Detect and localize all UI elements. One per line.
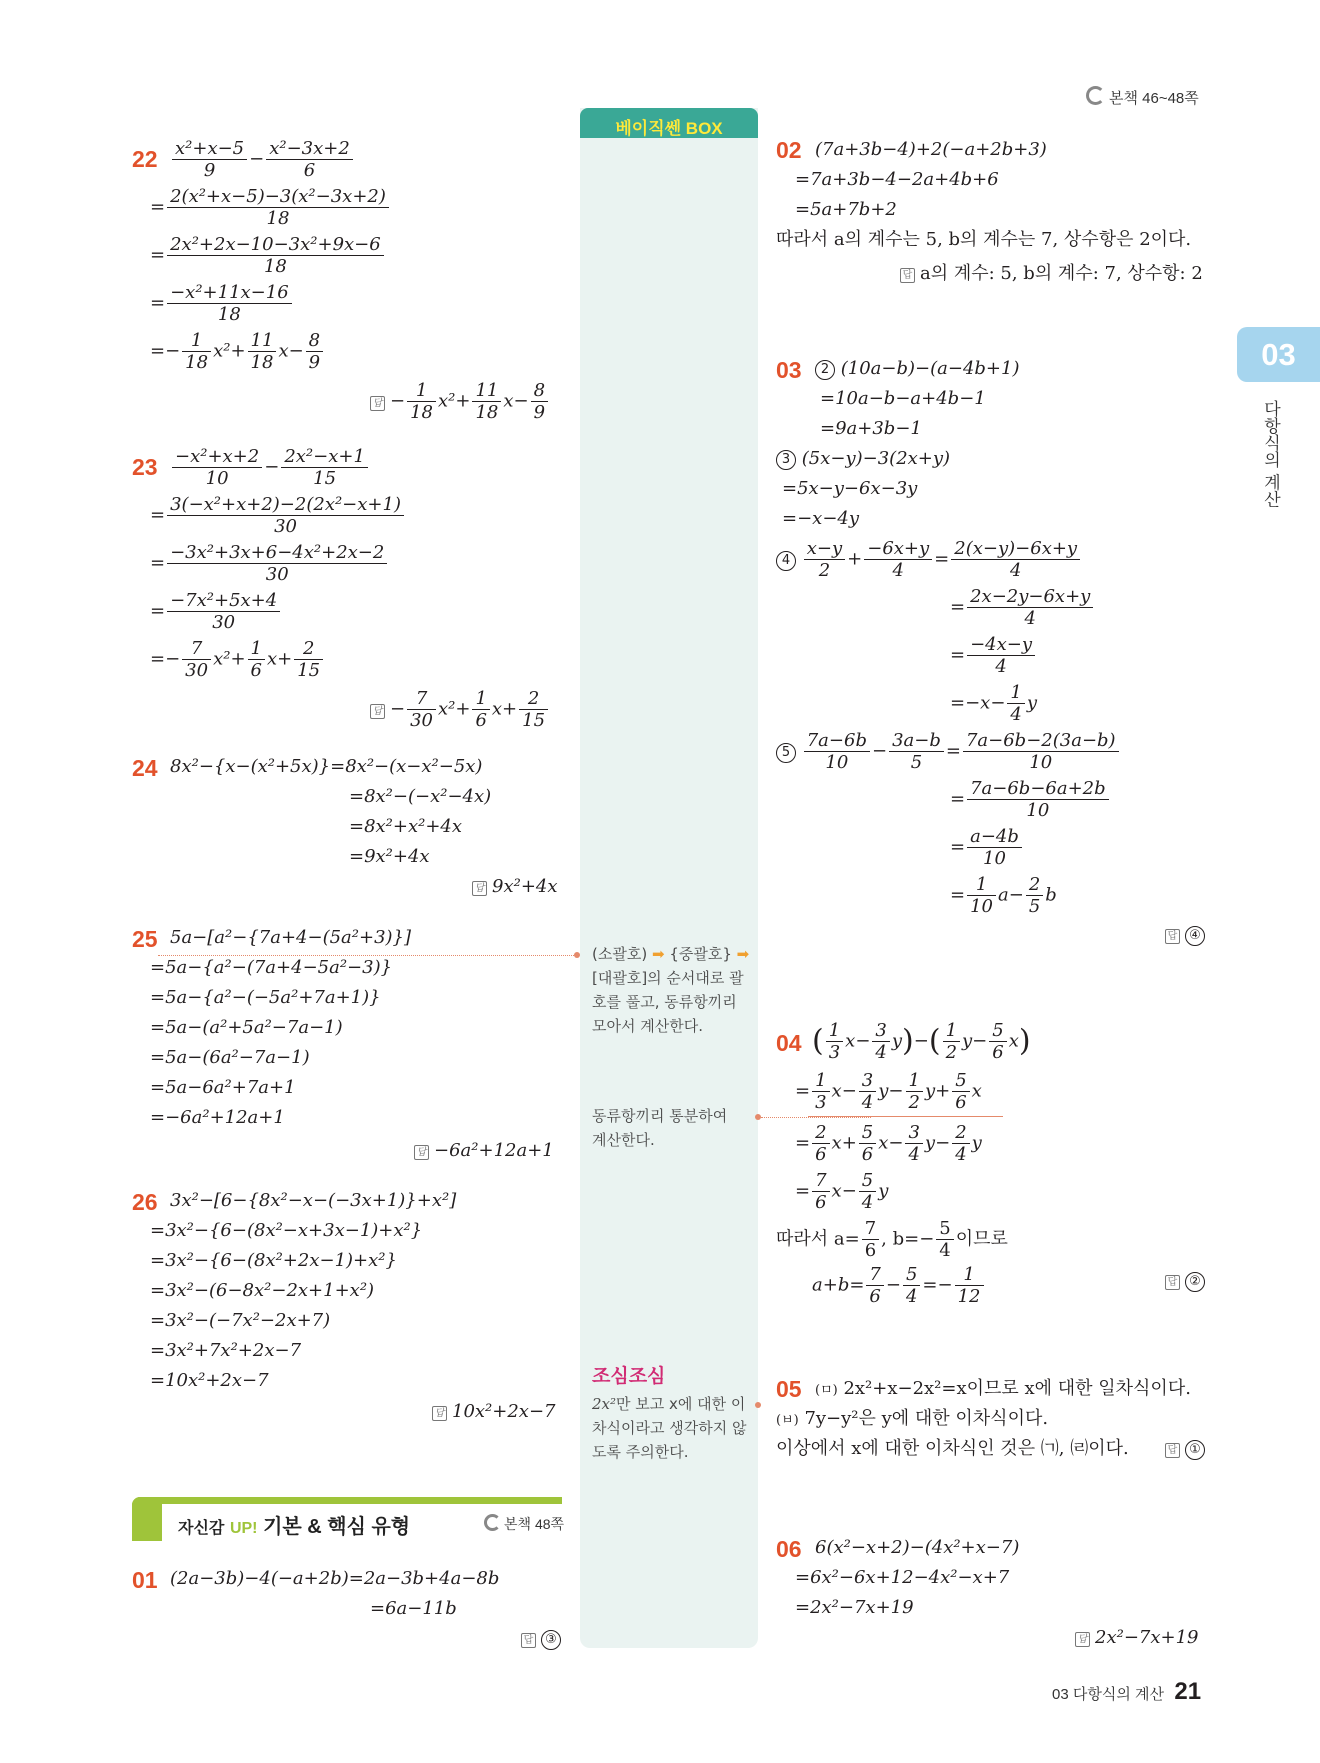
solution-25-line: =−6a²+12a+1 [150,1107,285,1128]
basic-box-title: 베이직쎈 BOX [580,108,758,138]
problem-23: 23 [132,454,158,480]
problem-26: 26 [132,1189,158,1215]
problem-25: 25 [132,926,158,952]
answer-25: 답 −6a²+12a+1 [414,1140,554,1161]
problem-04: 04 [776,1030,802,1056]
solution-05-line: (ㅂ) 7y−y²은 y에 대한 이차식이다. [776,1408,1049,1429]
answer-02: 답 a의 계수: 5, b의 계수: 7, 상수항: 2 [900,259,1203,285]
solution-03-line: =9a+3b−1 [820,418,922,439]
solution-25-line: =5a−{a²−(−5a²+7a+1)} [150,987,381,1008]
solution-24-line: =8x²−(−x²−4x) [349,786,492,807]
solution-22: $\frac{\text{x²+x−5}}{9}$ − $\frac{\text{x²−3x+2}}{6}$ [170,138,355,181]
ref-icon [1086,86,1105,105]
solution-04-sum: a+b= $\frac{7}{6}$ − $\frac{5}{4}$ =− $\frac{1}{12}$ [812,1264,986,1307]
solution-04-step: = $\frac{2}{6}$ x+ $\frac{5}{6}$ x− $\frac{3}{4}$ y− $\frac{2}{4}$ y [795,1122,982,1165]
note-brackets: (소괄호) ➡ {중괄호} ➡ [대괄호]의 순서대로 괄호를 풀고, 동류항끼리 모아서 계산한다. [592,945,750,1035]
solution-22-step: = $\frac{\text{−x²+11x−16}}{18}$ [150,282,294,325]
solution-03-step5: = $\frac{7a-6b-6a+2b}{10}$ [950,778,1111,821]
solution-06-line: 6(x²−x+2)−(4x²+x−7) [815,1537,1020,1558]
caution-title: 조심조심 [592,1365,666,1387]
solution-02-line: =5a+7b+2 [795,199,897,220]
note-common-denominator: 동류항끼리 통분하여 계산한다. [592,1107,728,1149]
caution-text: 2x²만 보고 x에 대한 이차식이라고 생각하지 않도록 주의한다. [592,1395,747,1461]
solution-03-step4: = $\frac{-4x-y}{4}$ [950,634,1037,677]
solution-03-step5: 5 $\frac{7a-6b}{10}$ − $\frac{3a-b}{5}$ = $\frac{7a-6b-2(3a-b)}{10}$ [776,730,1121,773]
footer: 03 다항식의 계산 21 [1052,1678,1202,1705]
solution-03-step5: = $\frac{a-4b}{10}$ [950,826,1024,869]
ref-icon [484,1514,501,1531]
solution-23-step: = $\frac{\text{3(−x²+x+2)−2(2x²−x+1)}}{30}$ [150,494,406,537]
section-header-accent [132,1497,162,1541]
answer-22: 답 − $\frac{1}{18}$ x²+ $\frac{11}{18}$ x− $\frac{8}{9}$ [370,380,550,423]
solution-05-line: 이상에서 x에 대한 이차식인 것은 ㈀, ㈃이다. [776,1438,1129,1459]
solution-03-line: =−x−4y [782,508,860,529]
solution-23-step: =− $\frac{7}{30}$ x²+ $\frac{1}{6}$ x+ $\frac{2}{15}$ [150,638,325,681]
solution-03-line: =5x−y−6x−3y [782,478,918,499]
answer-01: 답 ③ [521,1628,561,1650]
solution-23-step: = $\frac{\text{−7x²+5x+4}}{30}$ [150,590,282,633]
solution-26-line: =3x²−(−7x²−2x+7) [150,1310,331,1331]
solution-03-line: 3 (5x−y)−3(2x+y) [776,448,950,470]
solution-26-line: 3x²−[6−{8x²−x−(−3x+1)}+x²] [170,1190,457,1211]
solution-04-step: = $\frac{7}{6}$ x− $\frac{5}{4}$ y [795,1170,889,1213]
solution-01-line: (2a−3b)−4(−a+2b)=2a−3b+4a−8b [170,1568,500,1589]
solution-26-line: =10x²+2x−7 [150,1370,269,1391]
solution-22-step: = $\frac{\text{2x²+2x−10−3x²+9x−6}}{18}$ [150,234,386,277]
section-ref: 본책 48쪽 [484,1514,564,1534]
answer-03: 답 ④ [1165,924,1205,946]
solution-03-step5: = $\frac{1}{10}$ a− $\frac{2}{5}$ b [950,874,1057,917]
solution-24-line: 8x²−{x−(x²+5x)}=8x²−(x−x²−5x) [170,756,483,777]
problem-02: 02 [776,137,802,163]
problem-03: 03 [776,357,802,383]
solution-22-step: =− $\frac{1}{18}$ x²+ $\frac{11}{18}$ x− $\frac{8}{9}$ [150,330,325,373]
solution-04-conclusion: 따라서 a= $\frac{7}{6}$ , b=− $\frac{5}{4}$ 이므로 [776,1218,1008,1261]
answer-26: 답 10x²+2x−7 [432,1401,556,1422]
answer-04: 답 ② [1165,1270,1205,1292]
solution-03-step4: = $\frac{2x-2y-6x+y}{4}$ [950,586,1095,629]
solution-06-line: =2x²−7x+19 [795,1597,914,1618]
solution-25-line: =5a−{a²−(7a+4−5a²−3)} [150,957,393,978]
solution-26-line: =3x²−{6−(8x²−x+3x−1)+x²} [150,1220,423,1241]
problem-05: 05 [776,1376,802,1402]
chapter-label: 다항식의 계산 [1260,400,1280,508]
solution-03-step4: =−x− $\frac{1}{4}$ y [950,682,1038,725]
solution-25-line: =5a−6a²+7a+1 [150,1077,296,1098]
chapter-tab: 03 [1237,327,1320,382]
answer-23: 답 − $\frac{7}{30}$ x²+ $\frac{1}{6}$ x+ $\frac{2}{15}$ [370,688,550,731]
solution-23-step: = $\frac{\text{−3x²+3x+6−4x²+2x−2}}{30}$ [150,542,389,585]
answer-05: 답 ① [1165,1438,1205,1460]
solution-03-step4: 4 $\frac{x-y}{2}$ + $\frac{-6x+y}{4}$ = $\frac{2(x-y)-6x+y}{4}$ [776,538,1082,581]
solution-04-step: = $\frac{1}{3}$ x− $\frac{3}{4}$ y− $\frac{1}{2}$ y+ $\frac{5}{6}$ x [795,1070,982,1113]
problem-06: 06 [776,1536,802,1562]
solution-26-line: =3x²+7x²+2x−7 [150,1340,302,1361]
solution-22-step: = $\frac{\text{2(x²+x−5)−3(x²−3x+2)}}{18}$ [150,186,391,229]
note-dot [574,952,580,958]
solution-03-line: =10a−b−a+4b−1 [820,388,986,409]
underline-highlight [808,1116,1003,1117]
solution-26-line: =3x²−{6−(8x²+2x−1)+x²} [150,1250,397,1271]
solution-26-line: =3x²−(6−8x²−2x+1+x²) [150,1280,375,1301]
solution-24-line: =9x²+4x [349,846,430,867]
solution-25-line: =5a−(a²+5a²−7a−1) [150,1017,343,1038]
solution-02-line: 따라서 a의 계수는 5, b의 계수는 7, 상수항은 2이다. [776,229,1192,250]
solution-25-line: 5a−[a²−{7a+4−(5a²+3)}] [170,927,412,948]
answer-06: 답 2x²−7x+19 [1075,1627,1199,1648]
header-ref: 본책 46~48쪽 [1086,86,1199,108]
problem-22: 22 [132,146,158,172]
solution-25-line: =5a−(6a²−7a−1) [150,1047,310,1068]
solution-06-line: =6x²−6x+12−4x²−x+7 [795,1567,1010,1588]
solution-24-line: =8x²+x²+4x [349,816,463,837]
page-number: 21 [1174,1678,1202,1705]
note-dot [755,1402,761,1408]
note-leader [761,1117,871,1118]
solution-05-line: (ㅁ) 2x²+x−2x²=x이므로 x에 대한 일차식이다. [815,1378,1191,1399]
problem-24: 24 [132,755,158,781]
section-title: 자신감 UP! 기본 & 핵심 유형 [178,1516,411,1538]
solution-23: $\frac{\text{−x²+x+2}}{10}$ − $\frac{\text{2x²−x+1}}{15}$ [170,446,370,489]
problem-01: 01 [132,1567,158,1593]
solution-02-line: =7a+3b−4−2a+4b+6 [795,169,999,190]
solution-03-line: 2 (10a−b)−(a−4b+1) [815,358,1019,380]
answer-24: 답 9x²+4x [472,876,558,897]
solution-02-line: (7a+3b−4)+2(−a+2b+3) [815,139,1047,160]
solution-01-line: =6a−11b [370,1598,457,1619]
solution-04: ( $\frac{1}{3}$ x− $\frac{3}{4}$ y)−( $\frac{1}{2}$ y− $\frac{5}{6}$ x) [812,1020,1031,1063]
note-leader [158,955,574,956]
